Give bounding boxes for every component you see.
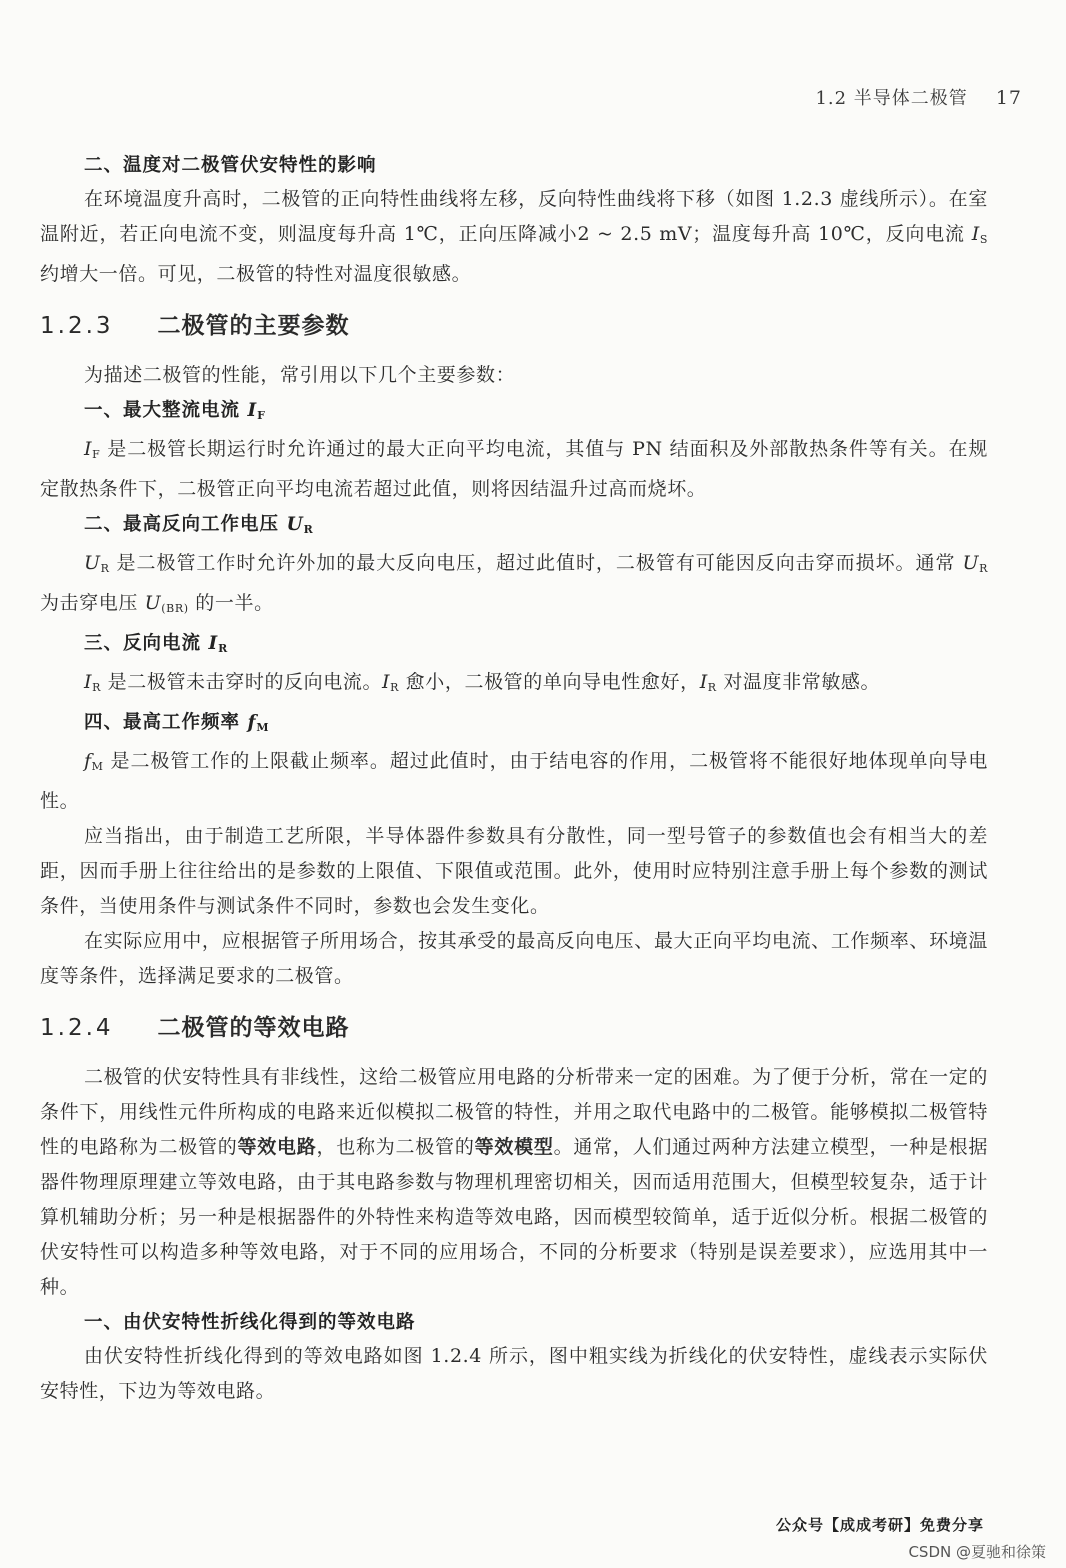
paragraph-max-frequency: $f_M$ 是二极管工作的上限截止频率。超过此值时，由于结电容的作用，二极管将不能很好地体现单向导电性。 xyxy=(40,750,988,812)
paragraph-selection-note: 在实际应用中，应根据管子所用场合，按其承受的最高反向电压、最大正向平均电流、工作频率、环境温度等条件，选择满足要求的二极管。 xyxy=(40,930,988,987)
paragraph-temperature: 在环境温度升高时，二极管的正向特性曲线将左移，反向特性曲线将下移（如图 1.2.3 虚线所示）。在室温附近，若正向电流不变，则温度每升高 1℃，正向压降减小2 ~ 2.5 mV；温度每升高 10℃，反向电流 $I_S$ 约增大一倍。可见，二极管的特性对温度很敏感。 xyxy=(40,188,988,285)
paragraph-equivalent-circuit: 二极管的伏安特性具有非线性，这给二极管应用电路的分析带来一定的困难。为了便于分析，常在一定的条件下，用线性元件所构成的电路来近似模拟二极管的特性，并用之取代电路中的二极管。能够模拟二极管特性的电路称为二极管的等效电路，也称为二极管的等效模型。通常，人们通过两种方法建立模型，一种是根据器件物理原理建立等效电路，由于其电路参数与物理机理密切相关，因而适用范围大，但模型较复杂，适于计算机辅助分析；另一种是根据器件的外特性来构造等效电路，因而模型较简单，适于近似分析。根据二极管的伏安特性可以构造多种等效电路，对于不同的应用场合，不同的分析要求（特别是误差要求），应选用其中一种。 xyxy=(40,1066,988,1298)
term-equivalent-circuit: 等效电路 xyxy=(237,1136,317,1158)
paragraph-reverse-current: $I_R$ 是二极管未击穿时的反向电流。$I_R$ 愈小，二极管的单向导电性愈好，$I_R$ 对温度非常敏感。 xyxy=(84,671,881,694)
paragraph-max-rectified-current: $I_F$ 是二极管长期运行时允许通过的最大正向平均电流，其值与 PN 结面积及外部散热条件等有关。在规定散热条件下，二极管正向平均电流若超过此值，则将因结温升过高而烧坏。 xyxy=(40,438,988,500)
header-section-title: 1.2 半导体二极管 xyxy=(815,88,968,109)
term-equivalent-model: 等效模型 xyxy=(474,1136,554,1158)
running-header xyxy=(815,84,1022,110)
page-number: 17 xyxy=(995,87,1022,109)
paragraph-intro: 为描述二极管的性能，常引用以下几个主要参数： xyxy=(84,364,516,386)
footer-share-note: 公众号【成成考研】免费分享 xyxy=(775,1516,984,1534)
csdn-watermark: CSDN @夏驰和徐策 xyxy=(908,1543,1046,1561)
paragraph-piecewise-linear: 由伏安特性折线化得到的等效电路如图 1.2.4 所示，图中粗实线为折线化的伏安特性，虚线表示实际伏安特性，下边为等效电路。 xyxy=(40,1345,988,1402)
heading-max-rectified-current: 一、最大整流电流 $I_F$ xyxy=(84,400,266,422)
section-number: 1.2.4 xyxy=(40,1015,114,1041)
heading-temperature-effect: 二、温度对二极管伏安特性的影响 xyxy=(84,155,377,176)
heading-reverse-current: 三、反向电流 $I_R$ xyxy=(84,633,229,655)
heading-max-reverse-voltage: 二、最高反向工作电压 $U_R$ xyxy=(84,514,314,536)
heading-max-frequency: 四、最高工作频率 $f_M$ xyxy=(84,712,270,734)
paragraph-max-reverse-voltage: $U_R$ 是二极管工作时允许外加的最大反向电压，超过此值时，二极管有可能因反向击穿而损坏。通常 $U_R$ 为击穿电压 $U_{(BR)}$ 的一半。 xyxy=(40,552,988,615)
heading-piecewise-linear: 一、由伏安特性折线化得到的等效电路 xyxy=(84,1312,416,1333)
section-heading-1-2-4 xyxy=(40,1008,988,1048)
section-title: 二极管的等效电路 xyxy=(157,1015,350,1041)
paragraph-dispersion-note: 应当指出，由于制造工艺所限，半导体器件参数具有分散性，同一型号管子的参数值也会有相当大的差距，因而手册上往往给出的是参数的上限值、下限值或范围。此外，使用时应特别注意手册上每个参数的测试条件，当使用条件与测试条件不同时，参数也会发生变化。 xyxy=(40,825,988,917)
section-heading-1-2-3 xyxy=(40,306,988,346)
page-content xyxy=(40,148,988,1409)
section-number: 1.2.3 xyxy=(40,313,114,339)
section-title: 二极管的主要参数 xyxy=(157,313,350,339)
